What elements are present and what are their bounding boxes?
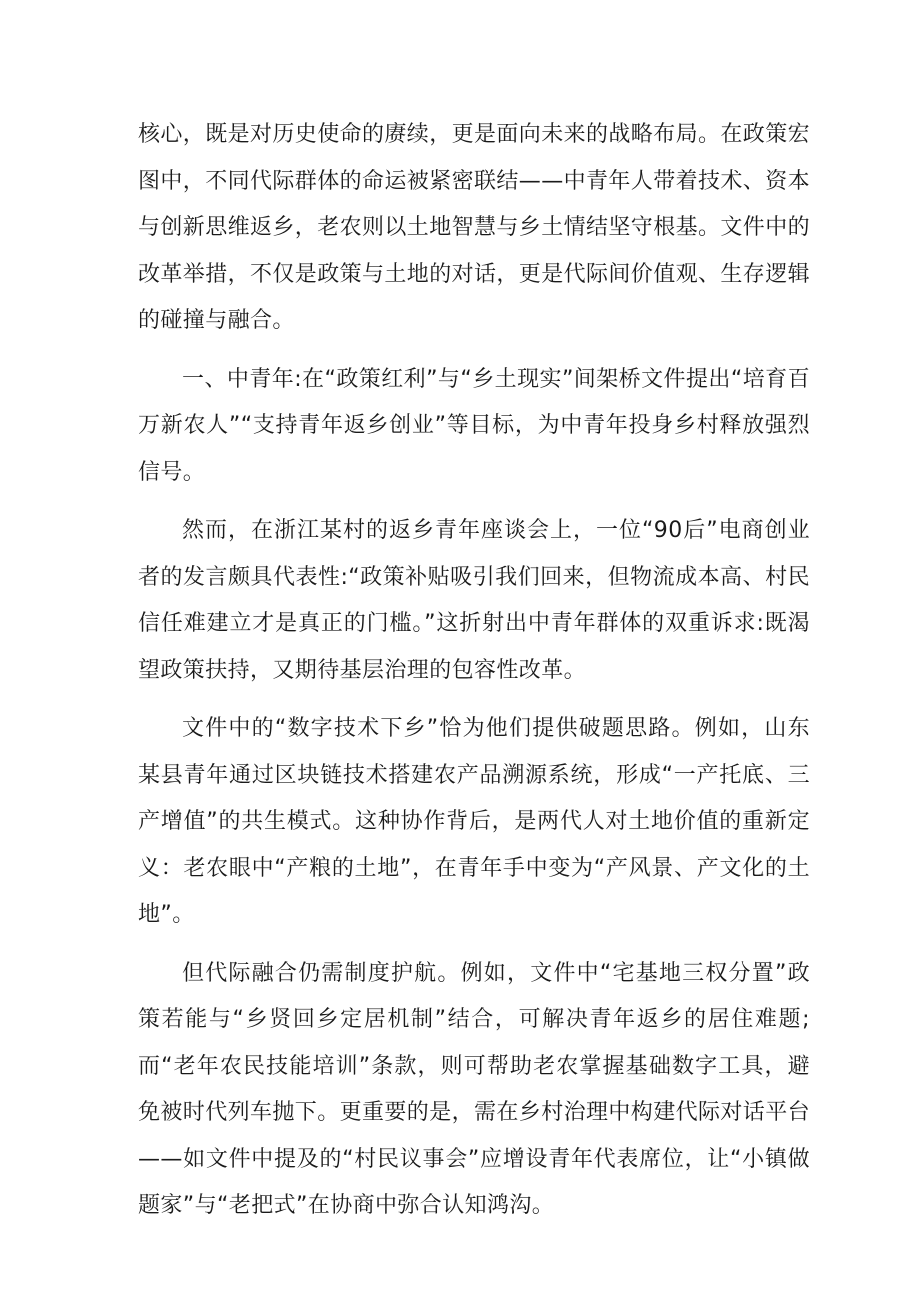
document-body xyxy=(138,112,810,1242)
paragraph-intro: 核心，既是对历史使命的赓续，更是面向未来的战略布局。在政策宏图中，不同代际群体的命运被紧密联结——中青年人带着技术、资本与创新思维返乡，老农则以土地智慧与乡土情结坚守根基。文件中的改革举措，不仅是政策与土地的对话，更是代际间价值观、生存逻辑的碰撞与融合。 xyxy=(138,122,811,333)
paragraph-institutional-support: 但代际融合仍需制度护航。例如，文件中“宅基地三权分置”政策若能与“乡贤回乡定居机制”结合，可解决青年返乡的居住难题;而“老年农民技能培训”条款，则可帮助老农掌握基础数字工具，避免被时代列车抛下。更重要的是，需在乡村治理中构建代际对话平台——如文件中提及的“村民议事会”应增设青年代表席位，让“小镇做题家”与“老把式”在协商中弥合认知鸿沟。 xyxy=(138,960,811,1218)
paragraph-digital-technology: 文件中的“数字技术下乡”恰为他们提供破题思路。例如，山东某县青年通过区块链技术搭建农产品溯源系统，形成“一产托底、三产增值”的共生模式。这种协作背后，是两代人对土地价值的重新定义：老农眼中“产粮的土地”，在青年手中变为“产风景、产文化的土地”。 xyxy=(138,716,810,927)
paragraph-section-one-heading: 一、中青年:在“政策红利”与“乡土现实”间架桥文件提出“培育百万新农人”“支持青年返乡创业”等目标，为中青年投身乡村释放强烈信号。 xyxy=(138,366,810,485)
paragraph-zhejiang-example: 然而，在浙江某村的返乡青年座谈会上，一位“90后”电商创业者的发言颇具代表性:“政策补贴吸引我们回来，但物流成本高、村民信任难建立才是真正的门槛。”这折射出中青年群体的双重诉求:既渴望政策扶持，又期待基层治理的包容性改革。 xyxy=(138,518,810,683)
